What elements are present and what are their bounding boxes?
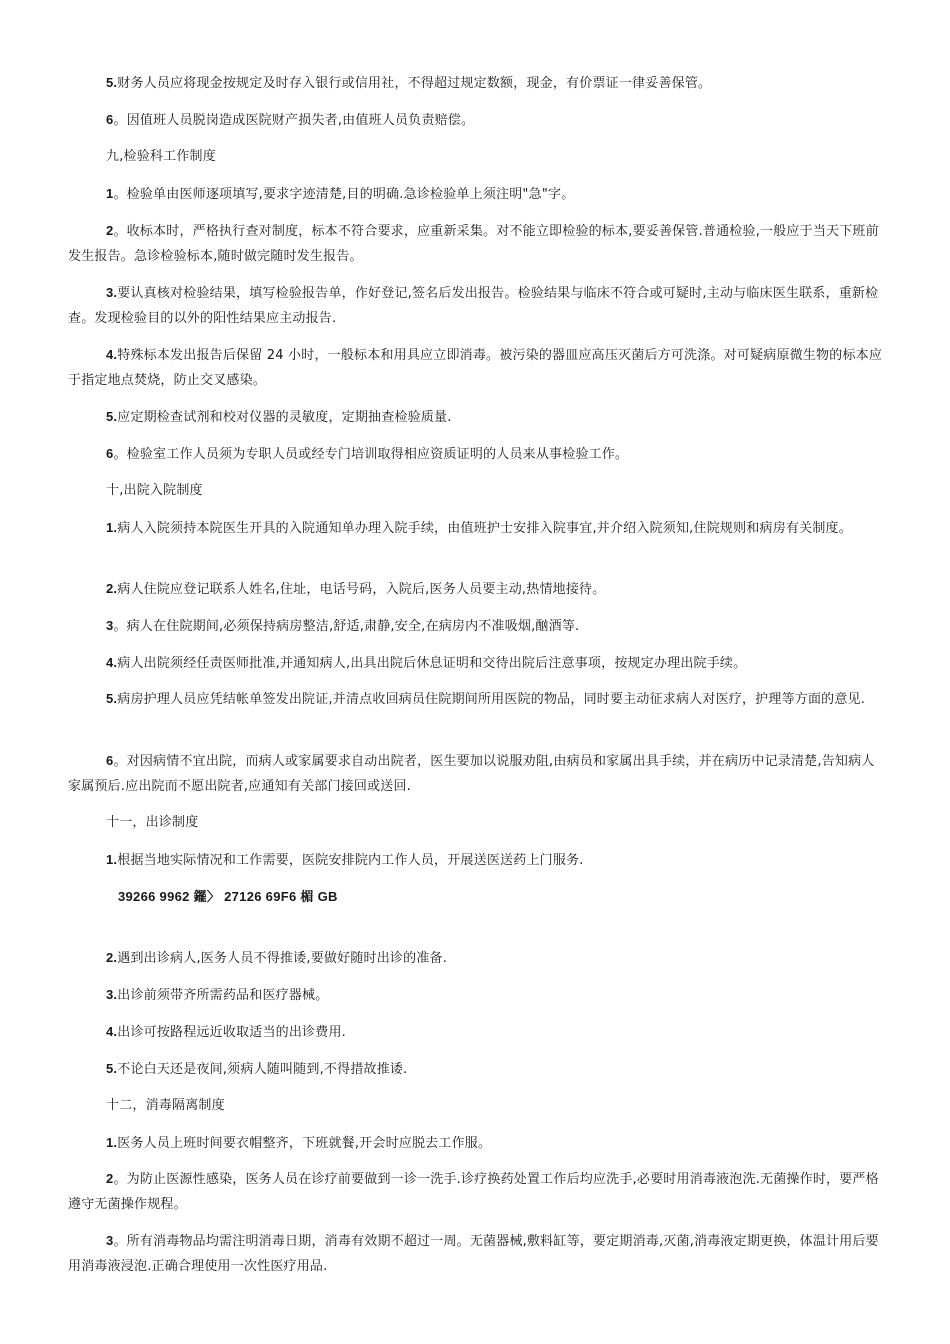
paragraph: 4.出诊可按路程远近收取适当的出诊费用.	[106, 1024, 346, 1040]
paragraph: 1.医务人员上班时间要衣帽整齐，下班就餐,开会时应脱去工作服。	[106, 1135, 492, 1151]
paragraph: 5.不论白天还是夜间,须病人随叫随到,不得措故推诿.	[106, 1061, 408, 1077]
paragraph: 5.财务人员应将现金按规定及时存入银行或信用社，不得超过规定数额，现金，有价票证一律妥善保管。	[106, 75, 712, 91]
paragraph: 1。检验单由医师逐项填写,要求字迹清楚,目的明确.急诊检验单上须注明"急"字。	[106, 186, 575, 202]
paragraph: 1.根据当地实际情况和工作需要，医院安排院内工作人员，开展送医送药上门服务.	[106, 852, 584, 868]
paragraph: 6。因值班人员脱岗造成医院财产损失者,由值班人员负责赔偿。	[106, 112, 475, 128]
paragraph: 2。收标本时，严格执行查对制度，标本不符合要求，应重新采集。对不能立即检验的标本,要妥善保管.普通检验,一般应于当天下班前发生报告。急诊检验标本,随时做完随时发生报告。	[68, 223, 879, 264]
paragraph: 2.遇到出诊病人,医务人员不得推诿,要做好随时出诊的准备.	[106, 950, 448, 966]
paragraph: 1.病人入院须持本院医生开具的入院通知单办理入院手续，由值班护士安排入院事宜,并介绍入院须知,住院规则和病房有关制度。	[106, 520, 852, 536]
section-heading: 十一，出诊制度	[106, 815, 199, 830]
paragraph: 3。所有消毒物品均需注明消毒日期，消毒有效期不超过一周。无菌器械,敷料缸等，要定期消毒,灭菌,消毒液定期更换，体温计用后要用消毒液浸泡.正确合理使用一次性医疗用品.	[68, 1233, 879, 1274]
section-heading: 九,检验科工作制度	[106, 149, 216, 164]
paragraph: 4.特殊标本发出报告后保留 24 小时，一般标本和用具应立即消毒。被污染的器皿应高压灭菌后方可洗涤。对可疑病原微生物的标本应于指定地点焚烧，防止交叉感染。	[68, 347, 883, 388]
section-heading: 十,出院入院制度	[106, 483, 203, 498]
encoded-text-line: 39266 9962 䥯〉 27126 69F6 楣 GB	[118, 889, 338, 904]
paragraph: 3.要认真核对检验结果，填写检验报告单，作好登记,签名后发出报告。检验结果与临床不符合或可疑时,主动与临床医生联系，重新检查。发现检验目的以外的阳性结果应主动报告.	[68, 285, 879, 326]
paragraph: 3。病人在住院期间,必须保持病房整洁,舒适,肃静,安全,在病房内不准吸烟,酗酒等.	[106, 618, 580, 634]
paragraph: 5.病房护理人员应凭结帐单签发出院证,并清点收回病员住院期间所用医院的物品，同时要主动征求病人对医疗，护理等方面的意见.	[106, 691, 866, 707]
paragraph: 5.应定期检查试剂和校对仪器的灵敏度，定期抽查检验质量.	[106, 409, 452, 425]
paragraph: 2.病人住院应登记联系人姓名,住址，电话号码，入院后,医务人员要主动,热情地接待。	[106, 581, 606, 597]
paragraph: 6。对因病情不宜出院，而病人或家属要求自动出院者，医生要加以说服劝阻,由病员和家属出具手续，并在病历中记录清楚,告知病人家属预后.应出院而不愿出院者,应通知有关部门接回或送回.	[68, 753, 875, 794]
paragraph: 2。为防止医源性感染，医务人员在诊疗前要做到一诊一洗手.诊疗换药处置工作后均应洗手,必要时用消毒液泡洗.无菌操作时，要严格遵守无菌操作规程。	[68, 1171, 879, 1212]
paragraph: 4.病人出院须经任责医师批准,并通知病人,出具出院后休息证明和交待出院后注意事项，按规定办理出院手续。	[106, 655, 747, 671]
paragraph: 3.出诊前须带齐所需药品和医疗器械。	[106, 987, 329, 1003]
section-heading: 十二，消毒隔离制度	[106, 1098, 225, 1113]
paragraph: 6。检验室工作人员须为专职人员或经专门培训取得相应资质证明的人员来从事检验工作。	[106, 446, 629, 462]
